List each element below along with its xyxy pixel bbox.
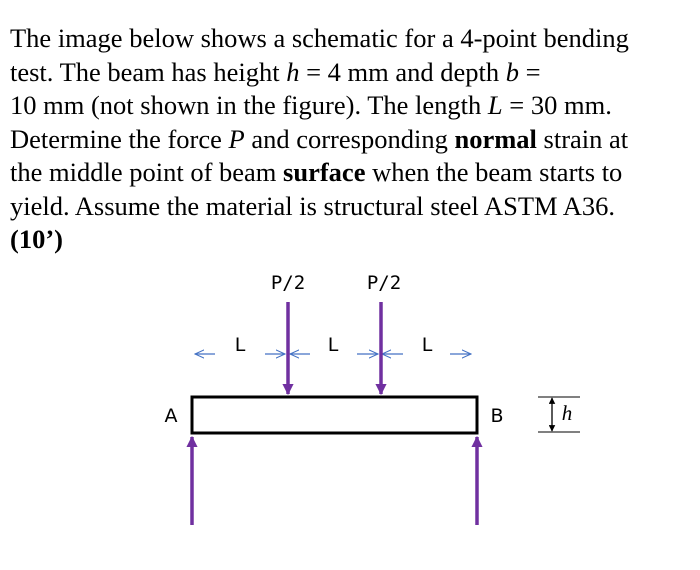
support-label-a: A: [164, 405, 178, 427]
height-dimension: [538, 397, 580, 432]
points-label: (10’): [10, 224, 63, 254]
problem-text: The image below shows a schematic for a 4-point bending: [10, 23, 629, 53]
length-symbol: L: [487, 90, 503, 120]
problem-text: strain at: [536, 123, 629, 154]
beam: [192, 397, 477, 433]
problem-text: when the beam starts to: [365, 157, 623, 187]
load-label-right: P/2: [366, 272, 402, 294]
force-symbol: P: [228, 123, 245, 154]
support-label-b: B: [490, 405, 504, 427]
emphasis-normal: normal: [454, 123, 537, 154]
span-label-right: L: [421, 334, 433, 356]
problem-text: the middle point of beam: [10, 157, 284, 187]
depth-symbol: b: [505, 56, 520, 87]
problem-text: =: [519, 56, 541, 87]
problem-text: = 4 mm and depth: [299, 56, 506, 87]
emphasis-surface: surface: [283, 157, 366, 187]
problem-text: 10 mm (not shown in the figure). The length: [10, 90, 488, 120]
load-label-left: P/2: [270, 272, 306, 294]
problem-text: yield. Assume the material is structural steel ASTM A36.: [10, 190, 615, 221]
height-symbol: h: [286, 56, 300, 87]
span-label-middle: L: [327, 334, 339, 356]
problem-text: = 30 mm.: [502, 90, 612, 120]
problem-text: Determine the force: [10, 123, 229, 154]
problem-text: test. The beam has height: [10, 56, 287, 87]
problem-text: and corresponding: [244, 123, 455, 154]
height-label: h: [561, 401, 573, 425]
span-label-left: L: [234, 334, 246, 356]
